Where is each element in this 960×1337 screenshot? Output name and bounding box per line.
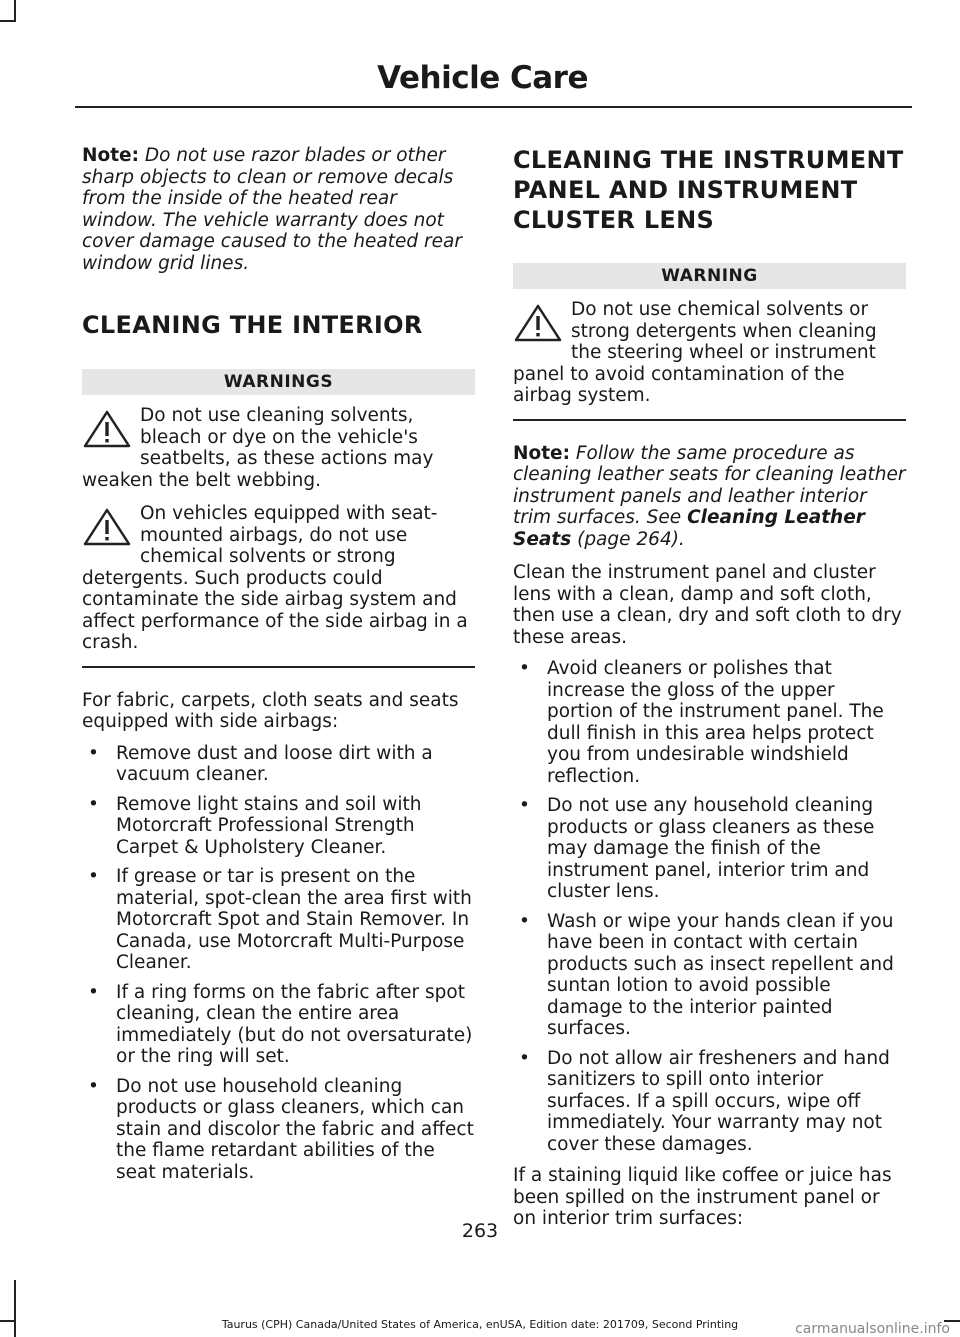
warning-item bbox=[82, 405, 475, 491]
warning-text: On vehicles equipped with seat-mounted airbags, do not use chemical solvents or strong detergents. Such products could contaminate the side airbag system and affect performance of the side airbag in a crash. bbox=[82, 503, 468, 653]
page-number: 263 bbox=[461, 1220, 499, 1242]
list-item: • Avoid cleaners or polishes that increase the gloss of the upper portion of the instrument panel. The dull finish in this area helps protect you from undesirable windshield reflection. bbox=[513, 658, 906, 787]
panel-cleaning-paragraph: Clean the instrument panel and cluster lens with a clean, damp and soft cloth, then use a clean, dry and soft cloth to dry these areas. bbox=[513, 562, 902, 648]
note-label: Note: bbox=[82, 145, 139, 166]
warning-title: WARNING bbox=[513, 263, 906, 289]
warning-rule bbox=[513, 419, 906, 421]
list-item: • If grease or tar is present on the material, spot-clean the area first with Motorcraft Spot and Stain Remover. In Canada, use Motorcraft Multi-Purpose Cleaner. bbox=[82, 866, 475, 974]
watermark: carmanualsonline.info bbox=[795, 1321, 950, 1337]
list-item: • Remove light stains and soil with Motorcraft Professional Strength Carpet & Upholstery Cleaner. bbox=[82, 794, 475, 859]
right-column bbox=[513, 145, 906, 1240]
list-item: • Do not use household cleaning products or glass cleaners, which can stain and discolor the fabric and affect the flame retardant abilities of the seat materials. bbox=[82, 1076, 475, 1184]
note-label: Note: bbox=[513, 442, 570, 464]
warning-box bbox=[513, 263, 906, 421]
note-leather-panels bbox=[513, 443, 906, 551]
fabric-intro: For fabric, carpets, cloth seats and seats equipped with side airbags: bbox=[82, 689, 459, 732]
warning-text: Do not use chemical solvents or strong detergents when cleaning the steering wheel or instrument panel to avoid contamination of the airbag system. bbox=[513, 299, 877, 406]
list-item: • Remove dust and loose dirt with a vacuum cleaner. bbox=[82, 743, 475, 786]
list-item: • Do not allow air fresheners and hand sanitizers to spill onto interior surfaces. If a spill occurs, wipe off immediately. Your warranty may not cover these damages. bbox=[513, 1048, 906, 1156]
warnings-title: WARNINGS bbox=[82, 369, 475, 395]
warning-triangle-icon bbox=[82, 409, 132, 449]
note-heated-window bbox=[82, 145, 475, 274]
left-column bbox=[82, 145, 475, 1193]
list-item: • Do not use any household cleaning products or glass cleaners as these may damage the finish of the instrument panel, interior trim and cluster lens. bbox=[513, 795, 906, 903]
warning-item bbox=[513, 299, 906, 407]
list-item: • Wash or wipe your hands clean if you have been in contact with certain products such as insect repellent and suntan lotion to avoid possible damage to the interior painted surfaces. bbox=[513, 911, 906, 1040]
warning-item bbox=[82, 503, 475, 654]
warning-text: Do not use cleaning solvents, bleach or dye on the vehicle's seatbelts, as these actions may weaken the belt webbing. bbox=[82, 405, 434, 491]
section-heading-interior: CLEANING THE INTERIOR bbox=[82, 311, 423, 339]
staining-liquid-paragraph: If a staining liquid like coffee or juice has been spilled on the instrument panel or on interior trim surfaces: bbox=[513, 1165, 892, 1229]
list-item: • If a ring forms on the fabric after spot cleaning, clean the entire area immediately (but do not oversaturate) or the ring will set. bbox=[82, 982, 475, 1068]
fabric-cleaning-list bbox=[82, 743, 475, 1184]
warnings-box bbox=[82, 369, 475, 668]
crop-mark bbox=[14, 0, 16, 22]
page-header-title: Vehicle Care bbox=[377, 60, 588, 96]
note-page-ref: (page 264). bbox=[571, 528, 685, 550]
warning-triangle-icon bbox=[82, 507, 132, 547]
warnings-rule bbox=[82, 666, 475, 668]
header-rule bbox=[75, 106, 912, 108]
note-text: Do not use razor blades or other sharp objects to clean or remove decals from the inside of the heated rear window. The vehicle warranty does not cover damage caused to the heated rear window grid lines. bbox=[82, 145, 462, 274]
note-cross-reference[interactable]: Cleaning Leather Seats bbox=[513, 507, 865, 550]
note-text: Follow the same procedure as cleaning leather seats for cleaning leather instrument panels and leather interior trim surfaces. See bbox=[513, 442, 906, 528]
panel-cleaning-list bbox=[513, 658, 906, 1155]
edition-footer: Taurus (CPH) Canada/United States of America, enUSA, Edition date: 201709, Second Printing bbox=[221, 1318, 739, 1331]
section-heading-instrument-panel: CLEANING THE INSTRUMENT PANEL AND INSTRUMENT CLUSTER LENS bbox=[513, 146, 904, 234]
warning-triangle-icon bbox=[513, 303, 563, 343]
crop-mark bbox=[0, 20, 16, 22]
